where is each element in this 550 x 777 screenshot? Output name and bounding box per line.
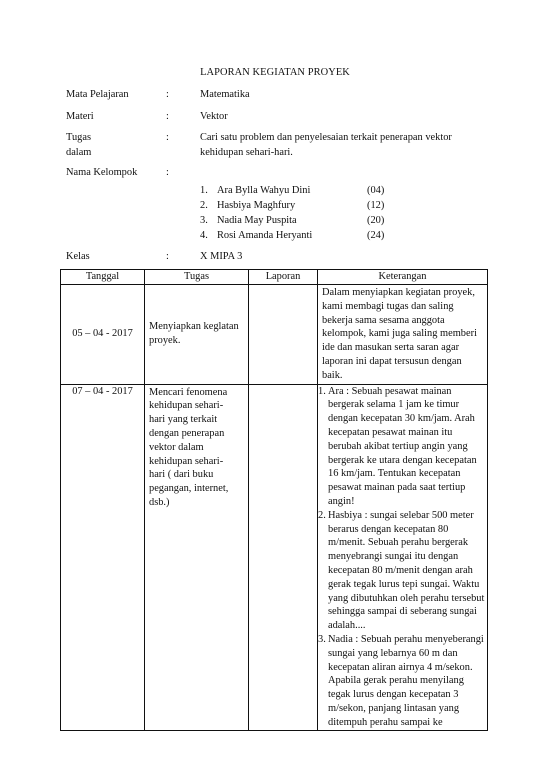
member-code: (04) [367,185,385,196]
member-list [200,183,400,243]
table-row [61,285,488,385]
member-item [200,183,400,198]
colon: : [166,132,169,143]
member-item [200,213,400,228]
activity-table [60,269,488,731]
table-row [61,384,488,730]
list-item [318,385,487,509]
member-number: 1. [200,185,208,196]
label-mata-pelajaran: Mata Pelajaran [66,89,129,100]
colon: : [166,89,169,100]
member-name: Nadia May Puspita [217,215,297,226]
label-materi: Materi [66,111,94,122]
member-code: (12) [367,200,385,211]
member-code: (20) [367,215,385,226]
member-item [200,198,400,213]
table-header-row [61,270,488,285]
member-number: 3. [200,215,208,226]
cell-date: 05 – 04 - 2017 [61,285,145,385]
value-kelas: X MIPA 3 [200,251,243,262]
colon: : [166,251,169,262]
colon: : [166,111,169,122]
label-tugas: Tugas [66,132,92,143]
item-text: Ara : Sebuah pesawat mainan bergerak selama 1 jam ke timur dengan kecepatan 30 km/jam. Arah kecepatan pesawat mainan itu berubah akibat tertiup angin yang bergerak ke utara dengan kecepatan 16 km/jam. Tentukan kecepatan pesawat mainan pada saat tertiup angin! [328,385,477,507]
member-name: Hasbiya Maghfury [217,200,296,211]
member-number: 4. [200,230,208,241]
task-text: Menyiapkan keglatan proyek. [149,321,239,347]
value-tugas-line1: Cari satu problem dan penyelesaian terkait penerapan vektor [200,132,452,143]
item-number: 3. [318,633,326,645]
member-number: 2. [200,200,208,211]
member-item [200,228,400,243]
cell-date: 07 – 04 - 2017 [61,384,145,730]
document-title: LAPORAN KEGIATAN PROYEK [200,67,350,78]
header-tanggal: Tanggal [61,270,145,285]
cell-report [249,384,318,730]
cell-note [318,384,488,730]
value-mata-pelajaran: Matematika [200,89,250,100]
value-materi: Vektor [200,111,228,122]
colon: : [166,167,169,178]
header-tugas: Tugas [145,270,249,285]
cell-task [145,384,249,730]
label-tugas-dalam: dalam [66,147,92,158]
cell-report [249,285,318,385]
item-number: 2. [318,509,326,521]
item-text: Nadia : Sebuah perahu menyeberangi sungai yang lebarnya 60 m dan kecepatan aliran airnya 4 m/sekon. Apabila gerak perahu menyilang tegak lurus dengan kecepatan 3 m/sekon, panjang lintasan yang ditempuh perahu sampai ke [328,633,484,728]
item-number: 1. [318,385,326,397]
cell-task [145,285,249,385]
list-item [318,633,487,730]
cell-note [318,285,488,385]
header-keterangan: Keterangan [318,270,488,285]
value-tugas-line2: kehidupan sehari-hari. [200,147,293,158]
member-name: Rosi Amanda Heryanti [217,230,313,241]
label-nama-kelompok: Nama Kelompok [66,167,138,178]
label-kelas: Kelas [66,251,90,262]
item-text: Hasbiya : sungai selebar 500 meter berarus dengan kecepatan 80 m/menit. Sebuah perahu bergerak menyebrangi sungai itu dengan kecepatan 80 m/menit dengan arah gerak tegak lurus tepi sungai. Waktu yang dibutuhkan oleh perahu tersebut sehingga sampai di seberang sungai adalah.... [328,509,485,632]
task-text: Mencari fenomena kehidupan sehari-hari yang terkait dengan penerapan vektor dalam kehidupan sehari-hari ( dari buku pegangan, internet, dsb.) [149,386,229,508]
note-text: Dalam menyiapkan kegiatan proyek, kami membagi tugas dan saling bekerja sama sesama anggota kelompok, kami juga saling memberi ide dan masukan serta saran agar laporan ini dapat tersusun dengan baik. [322,287,477,381]
member-code: (24) [367,230,385,241]
header-laporan: Laporan [249,270,318,285]
member-name: Ara Bylla Wahyu Dini [217,185,311,196]
problem-list [318,385,487,730]
list-item [318,509,487,633]
